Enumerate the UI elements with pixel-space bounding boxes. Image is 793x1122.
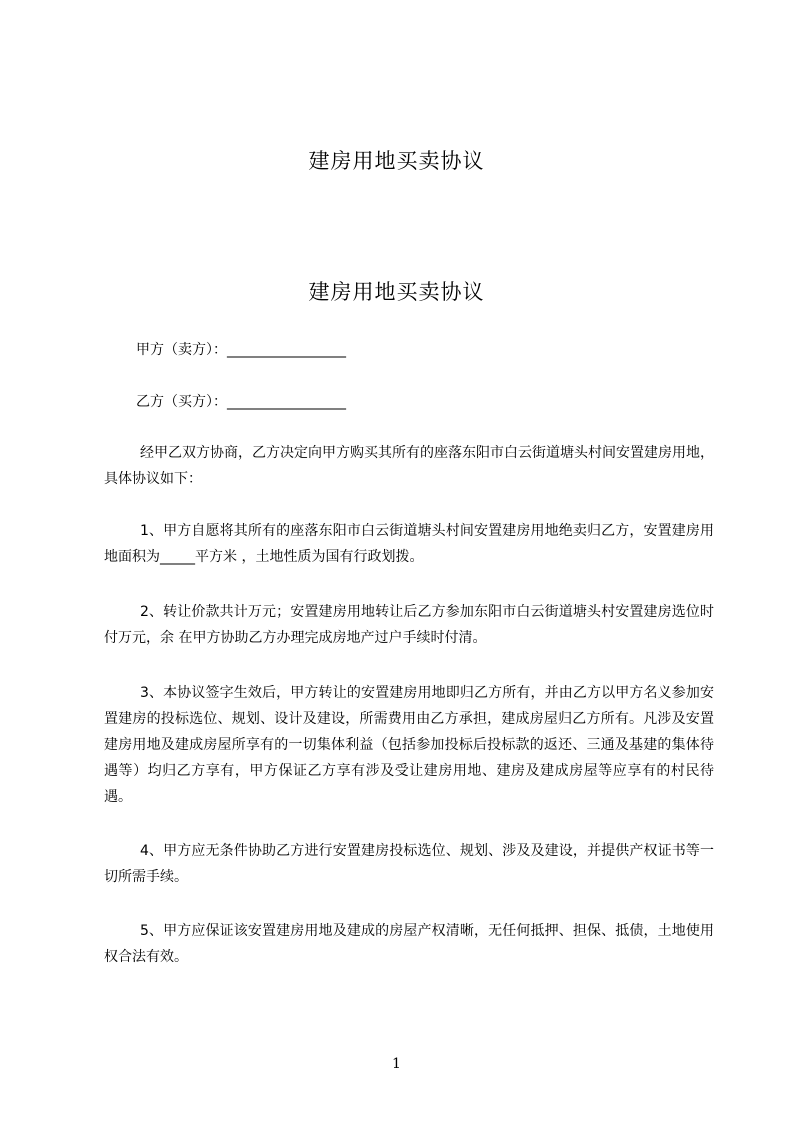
- intro-text: 经甲乙双方协商，乙方决定向甲方购买其所有的座落东阳市白云街道塘头村间安置建房用地，具体协议如下：: [104, 445, 714, 487]
- clause-4-text: 4、甲方应无条件协助乙方进行安置建房投标选位、规划、涉及及建设，并提供产权证书等一切所需手续。: [104, 843, 714, 885]
- intro-paragraph: [104, 440, 714, 492]
- clause-2-text: 2、转让价款共计万元；安置建房用地转让后乙方参加东阳市白云街道塘头村安置建房选位时付万元，余 在甲方协助乙方办理完成房地产过户手续时付清。: [104, 604, 714, 646]
- clause-5: [104, 918, 714, 970]
- clause-1-text: 1、甲方自愿将其所有的座落东阳市白云街道塘头村间安置建房用地绝卖归乙方，安置建房用地面积为_____平方米 ，土地性质为国有行政划拨。: [104, 523, 714, 565]
- clause-3-text: 3、本协议签字生效后，甲方转让的安置建房用地即归乙方所有，并由乙方以甲方名义参加安置建房的投标选位、规划、设计及建设，所需费用由乙方承担，建成房屋归乙方所有。凡涉及安置建房用地及建成房屋所享有的一切集体利益（包括参加投标后投标款的返还、三通及基建的集体待遇等）均归乙方享有，甲方保证乙方享有涉及受让建房用地、建房及建成房屋等应享有的村民待遇。: [104, 685, 714, 805]
- clause-2: [104, 599, 714, 651]
- clause-5-text: 5、甲方应保证该安置建房用地及建成的房屋产权清晰，无任何抵押、担保、抵债，土地使用权合法有效。: [104, 923, 714, 965]
- document-header-title: 建房用地买卖协议: [308, 149, 485, 173]
- document-title: 建房用地买卖协议: [308, 280, 485, 304]
- clause-4: [104, 838, 714, 890]
- buyer-party-line: 乙方（买方）：_________________: [136, 394, 346, 410]
- page-number: 1: [392, 1056, 401, 1072]
- clause-1: [104, 518, 714, 570]
- clause-3: [104, 680, 714, 810]
- seller-party-line: 甲方（卖方）：_________________: [136, 342, 346, 358]
